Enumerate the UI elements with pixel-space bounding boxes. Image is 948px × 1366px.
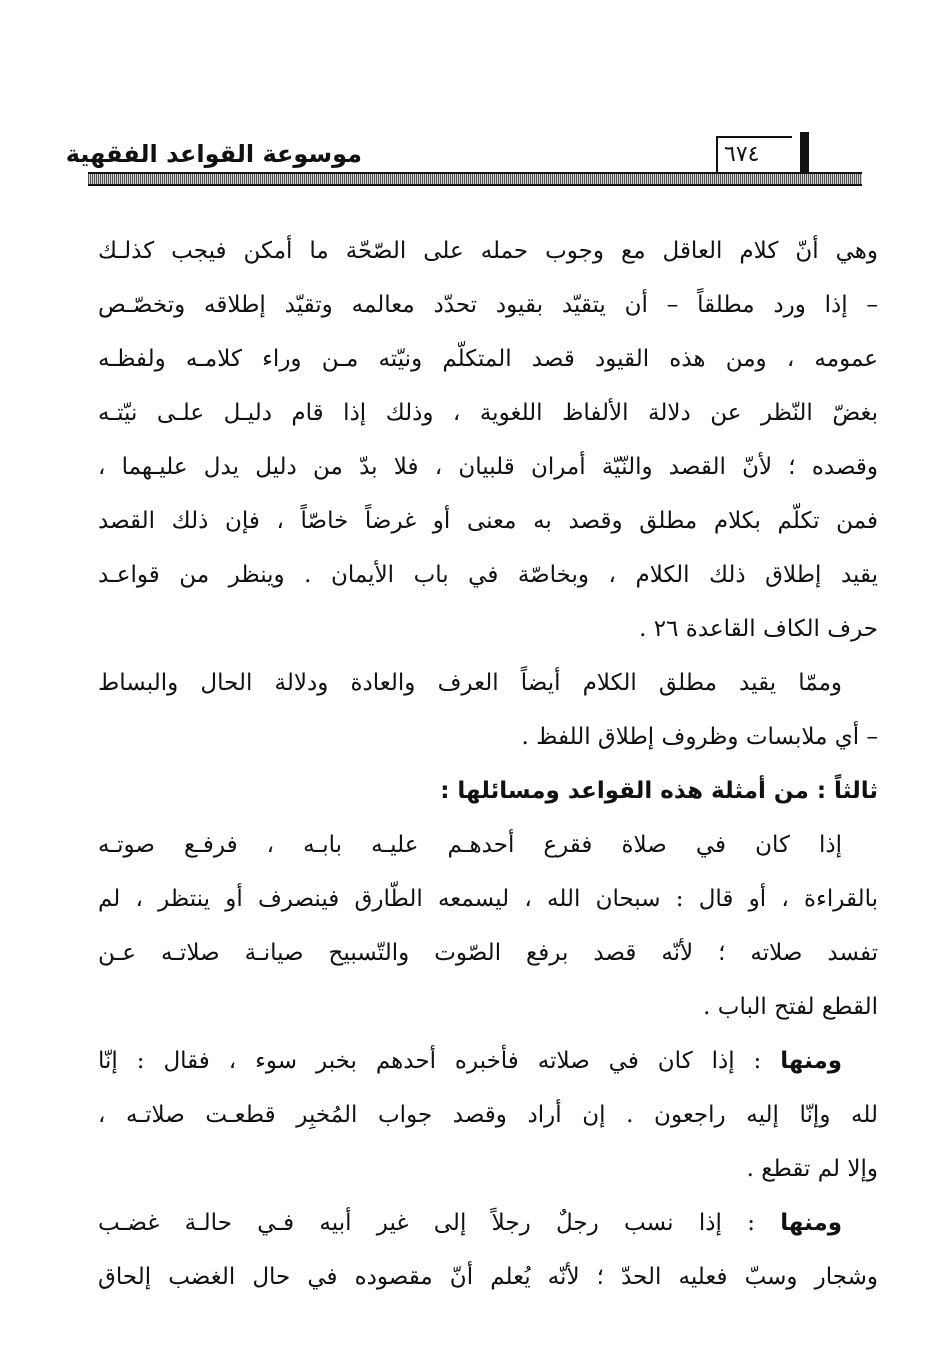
text-line: وشجار وسبّ فعليه الحدّ ؛ لأنّه يُعلم أنّ مقصوده في حال الغضب إلحاق — [98, 1264, 878, 1290]
text-line — [98, 1196, 878, 1250]
text-line: عمومه ، ومن هذه القيود قصد المتكلّم ونيّته مـن وراء كلامـه ولفظـه — [98, 346, 878, 372]
lead-word: ومنها — [780, 1048, 842, 1074]
text-line: يقيد إطلاق ذلك الكلام ، وبخاصّة في باب الأيمان . وينظر من قواعـد — [98, 562, 878, 588]
text-line: القطع لفتح الباب . — [703, 994, 878, 1020]
header-rule — [88, 172, 862, 186]
text-line: بغضّ النّظر عن دلالة الألفاظ اللغوية ، وذلك إذا قام دليـل علـى نيّتـه — [98, 400, 878, 426]
text-line: – أي ملابسات وظروف إطلاق اللفظ . — [521, 724, 878, 750]
text-line: وإلا لم تقطع . — [746, 1156, 878, 1182]
text-line: لله وإنّا إليه راجعون . إن أراد وقصد جواب المُخبِر قطعـت صلاتـه ، — [98, 1102, 878, 1128]
text-line-rest: : إذا نسب رجلٌ رجلاً إلى غير أبيه فـي حالـة غضـب — [98, 1210, 781, 1236]
page-number-box — [710, 128, 860, 174]
section-heading — [98, 764, 878, 818]
text-line: فمن تكلّم بكلام مطلق وقصد به معنى أو غرضاً خاصّاً ، فإن ذلك القصد — [98, 508, 878, 534]
text-line: وممّا يقيد مطلق الكلام أيضاً العرف والعادة ودلالة الحال والبساط — [98, 670, 842, 696]
paragraph-3 — [98, 818, 878, 1034]
paragraph-1 — [98, 224, 878, 656]
paragraph-5 — [98, 1196, 878, 1304]
section-heading-text: ثالثاً : من أمثلة هذه القواعد ومسائلها : — [440, 778, 878, 804]
text-line: إذا كان في صلاة فقرع أحدهـم عليـه بابـه ، فرفـع صوتـه — [98, 832, 842, 858]
paragraph-2 — [98, 656, 878, 764]
paragraph-4 — [98, 1034, 878, 1196]
text-line: وقصده ؛ لأنّ القصد والنّيّة أمران قلبيان ، فلا بدّ من دليل يدل عليـهما ، — [98, 454, 878, 480]
text-line: حرف الكاف القاعدة ٢٦ . — [639, 616, 878, 642]
page-number: ٦٧٤ — [724, 142, 760, 167]
text-line: وهي أنّ كلام العاقل مع وجوب حمله على الصّحّة ما أمكن فيجب كذلـك — [98, 238, 878, 264]
lead-word: ومنها — [780, 1210, 842, 1236]
book-title: موسوعة القواعد الفقهية — [65, 140, 362, 168]
text-line-rest: : إذا كان في صلاته فأخبره أحدهم بخبر سوء ، فقال : إنّا — [98, 1048, 781, 1074]
text-line: تفسد صلاته ؛ لأنّه قصد برفع الصّوت والتّسبيح صيانـة صلاتـه عـن — [98, 940, 878, 966]
text-line: بالقراءة ، أو قال : سبحان الله ، ليسمعه الطّارق فينصرف أو ينتظر ، لم — [98, 886, 878, 912]
page-number-bar — [800, 132, 809, 172]
page-header — [65, 128, 862, 188]
text-line — [98, 1034, 878, 1088]
body-text — [98, 224, 878, 1304]
text-line: – إذا ورد مطلقاً – أن يتقيّد بقيود تحدّد معالمه وتقيّد إطلاقه وتخصّـص — [98, 292, 878, 318]
